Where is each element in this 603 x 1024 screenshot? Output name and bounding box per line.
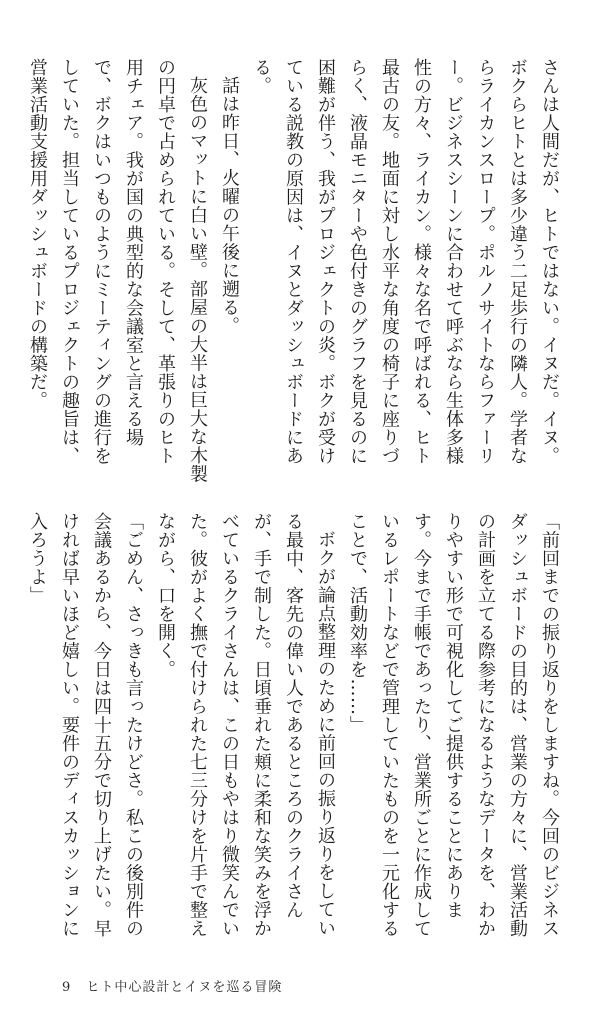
bottom-text-block	[27, 512, 565, 952]
paragraph: 灰色のマットに白い壁。部屋の大半は巨大な木製の円卓で占められている。そして、革張りのヒト用チェア。我が国の典型的な会議室と言える場で、ボクはいつものようにミーティングの進行をしていた。担当しているプロジェクトの趣旨は、営業活動支援用ダッシュボードの構築だ。	[27, 58, 208, 483]
paragraph: 話は昨日、火曜の午後に遡る。	[219, 76, 240, 335]
dialogue-paragraph: 「前回までの振り返りをしますね。今回のビジネスダッシュボードの目的は、営業の方々に、営業活動の計画を立てる際参考になるようなデータを、わかりやすい形で可視化してご提供することにあります。今まで手帳であったり、営業所ごとに作成しているレポートなどで管理していたものを一元化することで、活動効率を……」	[347, 512, 560, 938]
page-footer	[62, 976, 282, 995]
paragraph: さんは人間だが、ヒトではない。イヌだ。イヌ。ボクらヒトとは多少違う二足歩行の隣人。学者ならライカンスロープ。ポルノサイトならファーリー。ビジネスシーンに合わせて呼ぶなら生体多様性の方々、ライカン。様々な名で呼ばれる、ヒト最古の友。地面に対し水平な角度の椅子に座りづらく、液晶モニターや色付きのグラフを見るのに困難が伴う、我がプロジェクトの炎。ボクが受けている説教の原因は、イヌとダッシュボードにある。	[251, 58, 560, 465]
top-text-block	[27, 58, 565, 483]
page-number: 9	[62, 980, 72, 995]
running-title: ヒト中心設計とイヌを巡る冒険	[86, 980, 283, 995]
paragraph: ボクが論点整理のために前回の振り返りをしている最中、客先の偉い人であるところのクライさんが、手で制した。日頃垂れた頬に柔和な笑みを浮かべているクライさんは、この日もやはり微笑んでいた。彼がよく撫で付けられた七三分けを片手で整えながら、口を開く。	[155, 512, 336, 938]
dialogue-paragraph: 「ごめん、さっきも言ったけどさ。私この後別件の会議あるから、今日は四十五分で切り上げたい。早ければ早いほど嬉しい。要件のディスカッションに入ろうよ」	[27, 512, 144, 938]
